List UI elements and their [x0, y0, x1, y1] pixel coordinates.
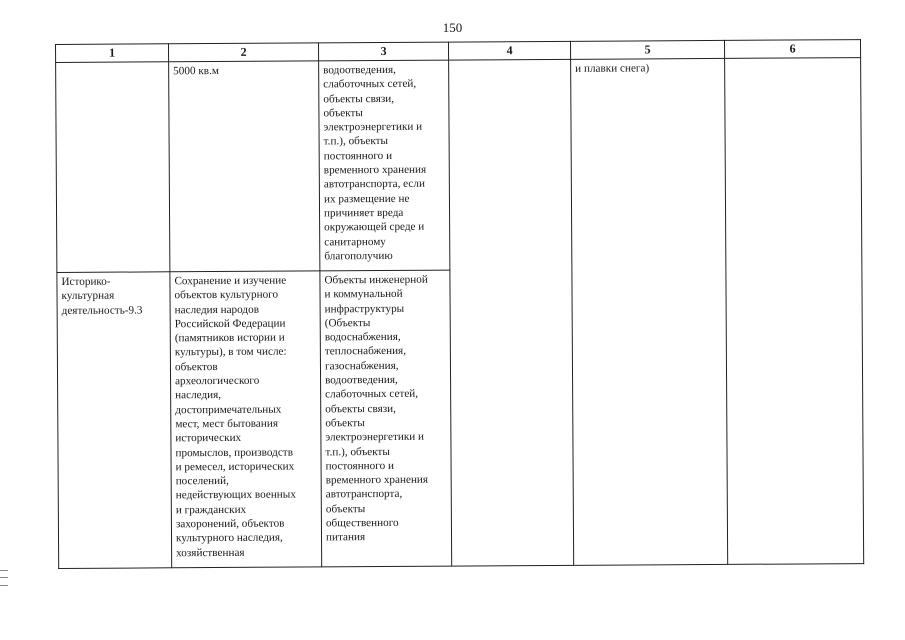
table-cell: водоотведения, слаботочных сетей, объекты связи, объекты электроэнергетики и т.п.), объекты постоянного и временного хранения автотранспорта, если их размещение не причиняет вреда окружающей среде и санитарному благополучию	[319, 60, 450, 271]
table-cell	[449, 59, 574, 566]
column-header-5: 5	[570, 40, 724, 59]
page-number: 150	[442, 20, 463, 35]
margin-mark	[0, 570, 8, 586]
table-cell: 5000 кв.м	[169, 61, 320, 272]
table-cell: Историко- культурная деятельность-9.3	[57, 272, 172, 569]
column-header-3: 3	[318, 42, 448, 61]
regulation-table	[55, 39, 864, 569]
table-cell	[56, 62, 170, 273]
column-header-2: 2	[169, 43, 319, 62]
column-header-4: 4	[448, 41, 570, 60]
table-cell: и плавки снега)	[571, 58, 728, 565]
table-row	[56, 58, 862, 273]
table-cell: Объекты инженерной и коммунальной инфраструктуры (Объекты водоснабжения, теплоснабжения, газоснабжения, водоотведения, слаботочных сетей, объекты связи, объекты электроэнергетики и т.п.), объекты постоянного и временного хранения автотранспорта, объекты общественного питания	[320, 270, 452, 567]
table-cell	[725, 58, 864, 565]
table-cell: Сохранение и изучение объектов культурного наследия народов Российской Федерации (памятников истории и культуры), в том числе: объектов археологического наследия, достопримечательных мест, мест бытования исторических промыслов, производств и ремесел, исторических поселений, недействующих военных и гражданских захоронений, объектов культурного наследия, хозяйственная	[170, 271, 322, 568]
column-header-1: 1	[56, 44, 169, 63]
column-header-6: 6	[724, 40, 860, 59]
